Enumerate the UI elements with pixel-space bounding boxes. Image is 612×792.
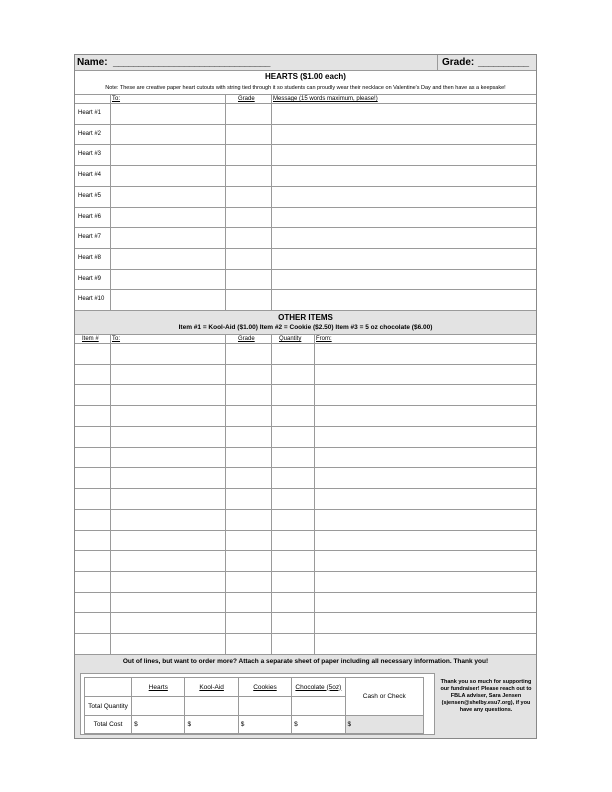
other-grade-cell[interactable] (226, 633, 271, 654)
heart-grade-cell[interactable] (226, 165, 271, 186)
heart-grade-cell[interactable] (226, 207, 271, 228)
heart-grade-cell[interactable] (226, 269, 271, 290)
other-to-cell[interactable] (111, 405, 225, 426)
other-quantity-cell[interactable] (272, 405, 314, 426)
heart-to-cell[interactable] (111, 103, 225, 124)
heart-to-cell[interactable] (111, 124, 225, 145)
other-col-from: From: (316, 336, 332, 342)
heart-message-cell[interactable] (272, 289, 536, 310)
sum-head-cookies: Cookies (238, 678, 291, 697)
other-quantity-cell[interactable] (272, 426, 314, 447)
heart-message-cell[interactable] (272, 227, 536, 248)
sum-qty-cookies[interactable] (238, 697, 291, 716)
heart-to-cell[interactable] (111, 269, 225, 290)
hearts-col-message: Message (15 words maximum, please!) (273, 96, 378, 102)
summary-table (84, 677, 424, 734)
other-grade-cell[interactable] (226, 509, 271, 530)
other-grade-cell[interactable] (226, 384, 271, 405)
sum-cost-koolaid[interactable]: $ (185, 716, 238, 734)
heart-row-label: Heart #9 (78, 275, 102, 282)
other-grade-cell[interactable] (226, 488, 271, 509)
sum-qty-koolaid[interactable] (185, 697, 238, 716)
other-quantity-cell[interactable] (272, 384, 314, 405)
other-to-cell[interactable] (111, 612, 225, 633)
other-items-title: OTHER ITEMS (278, 313, 333, 322)
other-quantity-cell[interactable] (272, 592, 314, 613)
other-col-to: To: (112, 336, 121, 342)
sum-cost-cookies[interactable]: $ (238, 716, 291, 734)
other-quantity-cell[interactable] (272, 509, 314, 530)
other-from-cell[interactable] (315, 384, 536, 405)
other-grade-cell[interactable] (226, 405, 271, 426)
heart-row-label: Heart #10 (78, 296, 105, 303)
sum-head-hearts: Hearts (132, 678, 185, 697)
other-quantity-cell[interactable] (272, 571, 314, 592)
other-from-cell[interactable] (315, 364, 536, 385)
heart-message-cell[interactable] (272, 165, 536, 186)
hearts-title: HEARTS ($1.00 each) (265, 72, 346, 81)
grade-blank[interactable]: __________ (478, 57, 529, 68)
other-item-cell[interactable] (75, 592, 110, 613)
other-to-cell[interactable] (111, 550, 225, 571)
other-item-cell[interactable] (75, 364, 110, 385)
heart-message-cell[interactable] (272, 186, 536, 207)
heart-to-cell[interactable] (111, 248, 225, 269)
other-item-cell[interactable] (75, 426, 110, 447)
heart-to-cell[interactable] (111, 186, 225, 207)
other-grade-cell[interactable] (226, 467, 271, 488)
other-to-cell[interactable] (111, 426, 225, 447)
heart-row-label: Heart #6 (78, 213, 102, 220)
heart-row-label: Heart #5 (78, 192, 102, 199)
grade-label: Grade: (442, 57, 475, 68)
heart-message-cell[interactable] (272, 269, 536, 290)
hearts-note: Note: These are creative paper heart cutouts with string tied through it so students can proudly wear their necklace on Valentine's Day and then have as a keepsake! (105, 85, 506, 91)
heart-row-label: Heart #4 (78, 172, 102, 179)
heart-message-cell[interactable] (272, 207, 536, 228)
heart-row-label: Heart #1 (78, 110, 102, 116)
other-to-cell[interactable] (111, 384, 225, 405)
heart-to-cell[interactable] (111, 165, 225, 186)
other-grade-cell[interactable] (226, 447, 271, 468)
heart-message-cell[interactable] (272, 248, 536, 269)
heart-row-label: Heart #3 (78, 151, 102, 158)
heart-grade-cell[interactable] (226, 289, 271, 310)
overflow-note: Out of lines, but want to order more? Attach a separate sheet of paper including all necessary information. Thank you! (122, 658, 489, 665)
other-item-cell[interactable] (75, 488, 110, 509)
heart-row-label: Heart #2 (78, 130, 102, 137)
other-to-cell[interactable] (111, 447, 225, 468)
sum-cash-or-check: Cash or Check (345, 678, 423, 716)
other-to-cell[interactable] (111, 592, 225, 613)
heart-to-cell[interactable] (111, 207, 225, 228)
other-to-cell[interactable] (111, 467, 225, 488)
other-grade-cell[interactable] (226, 343, 271, 364)
heart-row-label: Heart #8 (78, 254, 102, 261)
heart-grade-cell[interactable] (226, 124, 271, 145)
other-from-cell[interactable] (315, 592, 536, 613)
other-item-cell[interactable] (75, 405, 110, 426)
other-from-cell[interactable] (315, 633, 536, 654)
other-grade-cell[interactable] (226, 612, 271, 633)
heart-to-cell[interactable] (111, 144, 225, 165)
other-from-cell[interactable] (315, 571, 536, 592)
other-grade-cell[interactable] (226, 426, 271, 447)
sum-qty-hearts[interactable] (132, 697, 185, 716)
other-quantity-cell[interactable] (272, 550, 314, 571)
name-blank[interactable]: _______________________________ (113, 57, 270, 68)
other-from-cell[interactable] (315, 405, 536, 426)
sum-cost-cash-check[interactable]: $ (345, 716, 423, 734)
other-to-cell[interactable] (111, 633, 225, 654)
other-quantity-cell[interactable] (272, 467, 314, 488)
heart-grade-cell[interactable] (226, 186, 271, 207)
other-grade-cell[interactable] (226, 550, 271, 571)
other-quantity-cell[interactable] (272, 447, 314, 468)
sum-cost-hearts[interactable]: $ (132, 716, 185, 734)
order-form (74, 54, 537, 739)
other-from-cell[interactable] (315, 447, 536, 468)
other-from-cell[interactable] (315, 530, 536, 551)
other-quantity-cell[interactable] (272, 364, 314, 385)
hearts-col-to: To: (112, 96, 121, 102)
other-item-cell[interactable] (75, 530, 110, 551)
heart-message-cell[interactable] (272, 144, 536, 165)
other-item-cell[interactable] (75, 633, 110, 654)
other-to-cell[interactable] (111, 364, 225, 385)
other-item-cell[interactable] (75, 612, 110, 633)
other-item-cell[interactable] (75, 550, 110, 571)
heart-to-cell[interactable] (111, 227, 225, 248)
sum-qty-chocolate[interactable] (292, 697, 345, 716)
other-col-quantity: Quantity (279, 336, 302, 342)
other-from-cell[interactable] (315, 343, 536, 364)
other-quantity-cell[interactable] (272, 343, 314, 364)
other-item-cell[interactable] (75, 447, 110, 468)
other-to-cell[interactable] (111, 571, 225, 592)
sum-head-koolaid: Kool-Aid (185, 678, 238, 697)
other-to-cell[interactable] (111, 509, 225, 530)
other-to-cell[interactable] (111, 488, 225, 509)
other-item-cell[interactable] (75, 509, 110, 530)
other-from-cell[interactable] (315, 488, 536, 509)
sum-cost-chocolate[interactable]: $ (292, 716, 345, 734)
heart-grade-cell[interactable] (226, 227, 271, 248)
heart-grade-cell[interactable] (226, 103, 271, 124)
other-quantity-cell[interactable] (272, 530, 314, 551)
sum-total-cost: Total Cost (85, 716, 132, 734)
heart-message-cell[interactable] (272, 124, 536, 145)
other-quantity-cell[interactable] (272, 612, 314, 633)
other-grade-cell[interactable] (226, 530, 271, 551)
name-label: Name: (77, 57, 108, 68)
other-grade-cell[interactable] (226, 571, 271, 592)
heart-message-cell[interactable] (272, 103, 536, 124)
other-item-cell[interactable] (75, 343, 110, 364)
other-col-item: Item # (82, 336, 99, 342)
other-quantity-cell[interactable] (272, 633, 314, 654)
other-to-cell[interactable] (111, 343, 225, 364)
other-from-cell[interactable] (315, 509, 536, 530)
other-item-cell[interactable] (75, 384, 110, 405)
other-quantity-cell[interactable] (272, 488, 314, 509)
other-to-cell[interactable] (111, 530, 225, 551)
other-from-cell[interactable] (315, 426, 536, 447)
other-item-cell[interactable] (75, 467, 110, 488)
other-grade-cell[interactable] (226, 592, 271, 613)
other-from-cell[interactable] (315, 612, 536, 633)
heart-to-cell[interactable] (111, 289, 225, 310)
other-col-grade: Grade (238, 336, 255, 342)
sum-head-chocolate: Chocolate (5oz) (292, 678, 345, 697)
other-from-cell[interactable] (315, 467, 536, 488)
other-grade-cell[interactable] (226, 364, 271, 385)
other-item-cell[interactable] (75, 571, 110, 592)
heart-grade-cell[interactable] (226, 248, 271, 269)
thanks-note: Thank you so much for supporting our fundraiser! Please reach out to FBLA adviser, Sara Jensen (sjensen@shelby.esu7.org), if you have any questions. (440, 679, 532, 713)
other-from-cell[interactable] (315, 550, 536, 571)
hearts-col-grade: Grade (238, 96, 255, 102)
sum-total-quantity: Total Quantity (85, 697, 132, 716)
heart-grade-cell[interactable] (226, 144, 271, 165)
heart-row-label: Heart #7 (78, 234, 102, 241)
other-items-subtitle: Item #1 = Kool-Aid ($1.00) Item #2 = Cookie ($2.50) Item #3 = 5 oz chocolate ($6.00) (178, 324, 433, 331)
